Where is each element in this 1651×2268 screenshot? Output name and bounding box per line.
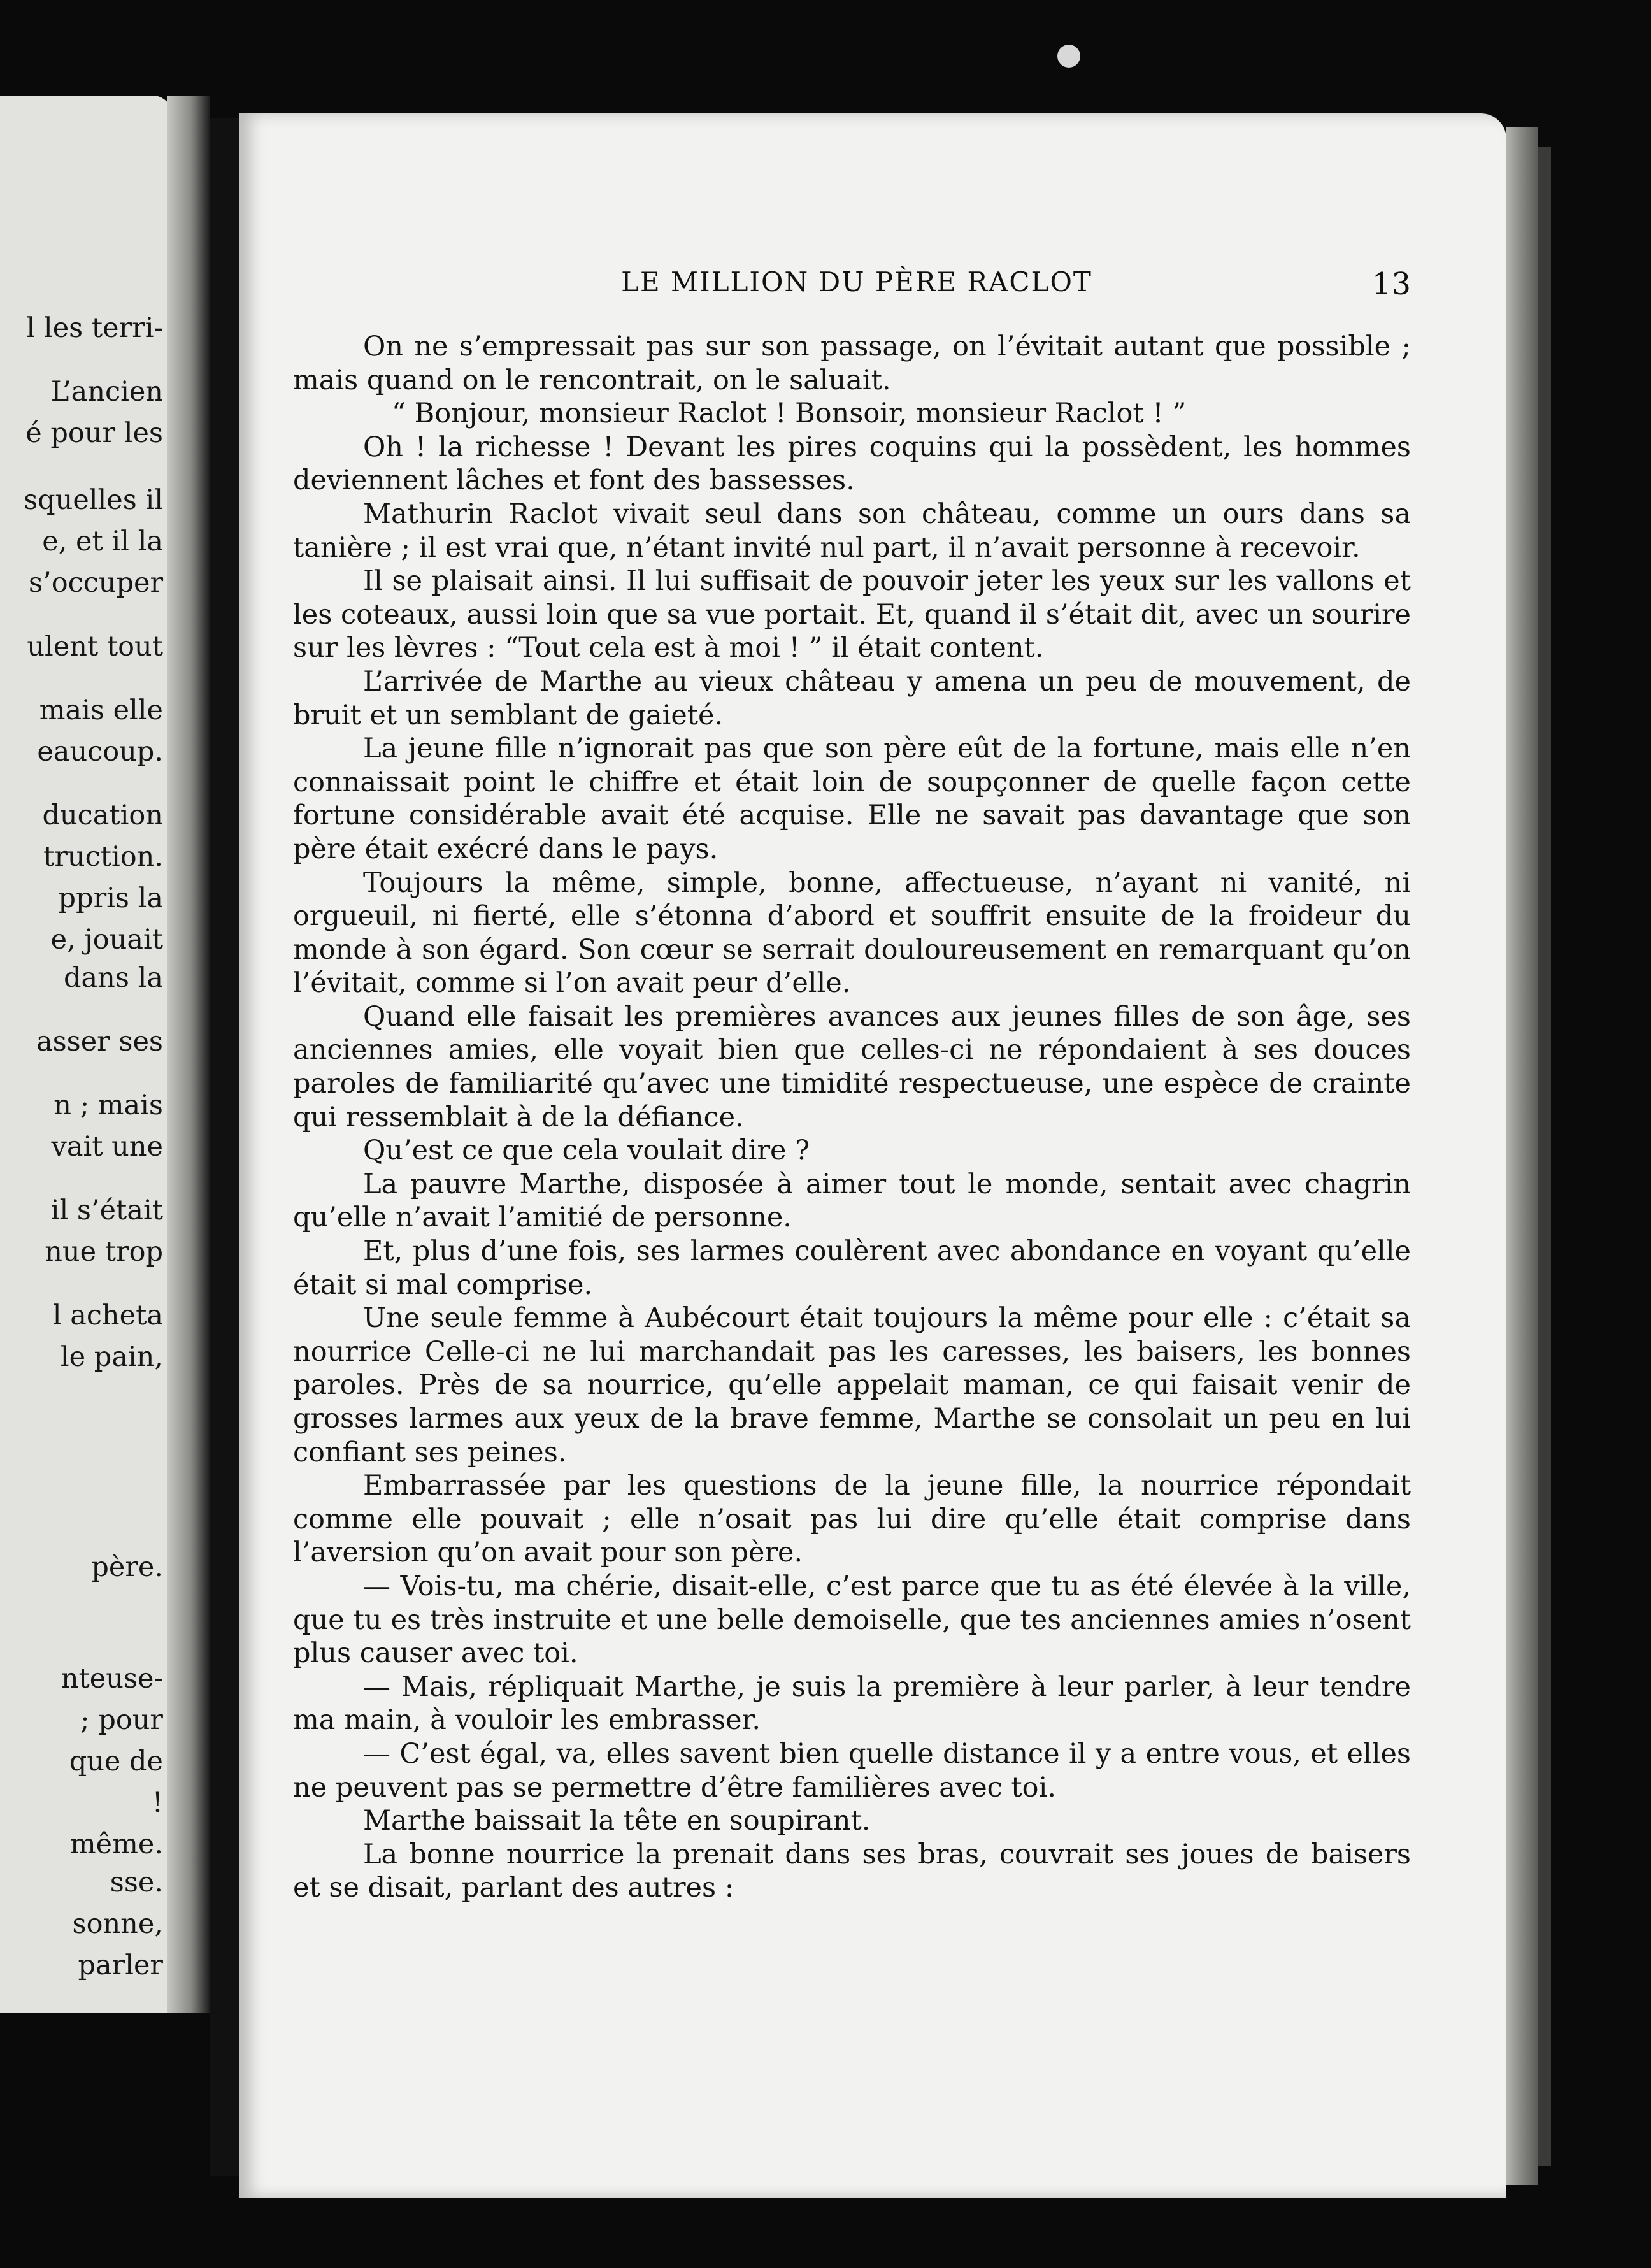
left-page-line: nteuse-	[61, 1663, 163, 1695]
left-page-line: dans la	[64, 962, 163, 994]
left-page-line: e, et il la	[42, 526, 163, 557]
running-title: LE MILLION DU PÈRE RACLOT	[621, 266, 1092, 298]
left-page-line: asser ses	[36, 1026, 163, 1058]
paragraph: Oh ! la richesse ! Devant les pires coquins qui la possèdent, les hommes deviennent lâches et font des bassesses.	[293, 431, 1411, 497]
book-spine	[210, 118, 241, 2176]
page-number: 13	[1371, 266, 1411, 302]
left-page-line: n ; mais	[54, 1089, 163, 1121]
paragraph: Embarrassée par les questions de la jeune fille, la nourrice répondait comme elle pouvait ; elle n’osait pas lui dire qu’elle était comprise dans l’aversion qu’on avait pour son père.	[293, 1470, 1411, 1569]
paragraph: Qu’est ce que cela voulait dire ?	[363, 1135, 810, 1167]
left-page-line: nue trop	[45, 1236, 163, 1268]
left-page	[0, 96, 172, 2013]
main-page	[239, 113, 1506, 2198]
left-page-line: sonne,	[72, 1908, 163, 1940]
left-page-line: é pour les	[25, 417, 163, 449]
body-text	[293, 330, 1411, 1905]
left-page-line: mais elle	[39, 694, 163, 726]
page-edge-shadow	[1538, 147, 1551, 2166]
left-page-line: l acheta	[52, 1300, 163, 1331]
left-page-line: père.	[91, 1551, 163, 1583]
left-page-line: ulent tout	[27, 631, 163, 663]
paragraph: — Mais, répliquait Marthe, je suis la première à leur parler, à leur tendre ma main, à vouloir les embrasser.	[293, 1670, 1411, 1737]
paragraph: “ Bonjour, monsieur Raclot ! Bonsoir, monsieur Raclot ! ”	[392, 398, 1187, 430]
paragraph: La bonne nourrice la prenait dans ses bras, couvrait ses joues de baisers et se disait, parlant des autres :	[293, 1838, 1411, 1904]
scan-speck	[1057, 45, 1080, 68]
left-page-line: il s’était	[50, 1195, 163, 1226]
page-header	[303, 266, 1411, 311]
left-page-line: ducation	[42, 800, 163, 831]
left-page-line: que de	[69, 1746, 163, 1777]
paragraph: Et, plus d’une fois, ses larmes coulèrent avec abondance en voyant qu’elle était si mal comprise.	[293, 1235, 1411, 1301]
paragraph: Toujours la même, simple, bonne, affectueuse, n’ayant ni vanité, ni orgueuil, ni fierté, elle s’étonna d’abord et souffrit ensuite de la froideur du monde à son égard. Son cœur se serrait douloureusement en remarquant qu’on l’évitait, comme si l’on avait peur d’elle.	[293, 866, 1411, 1000]
paragraph: Marthe baissait la tête en soupirant.	[363, 1805, 871, 1837]
left-page-line: L’ancien	[50, 376, 163, 408]
left-page-line: eaucoup.	[37, 736, 163, 768]
left-page-line: ppris la	[58, 882, 163, 914]
paragraph: La pauvre Marthe, disposée à aimer tout le monde, sentait avec chagrin qu’elle n’avait l’amitié de personne.	[293, 1168, 1411, 1234]
left-page-line: truction.	[43, 841, 163, 873]
left-page-line: ; pour	[80, 1704, 163, 1736]
left-page-line: vait une	[51, 1131, 163, 1163]
left-page-line: squelles il	[24, 484, 163, 516]
left-page-line: s’occuper	[28, 567, 163, 599]
left-page-line: même.	[69, 1828, 163, 1860]
left-page-line: le pain,	[60, 1341, 163, 1373]
paragraph: Il se plaisait ainsi. Il lui suffisait de pouvoir jeter les yeux sur les vallons et les coteaux, aussi loin que sa vue portait. Et, quand il s’était dit, avec un sourire sur les lèvres : “Tout cela est à moi ! ” il était content.	[293, 565, 1411, 664]
paragraph: L’arrivée de Marthe au vieux château y amena un peu de mouvement, de bruit et un semblant de gaieté.	[293, 665, 1411, 731]
left-page-line: sse.	[110, 1867, 163, 1898]
left-page-line: !	[152, 1787, 163, 1819]
left-page-gutter	[167, 96, 210, 2013]
paragraph: — C’est égal, va, elles savent bien quelle distance il y a entre vous, et elles ne peuvent pas se permettre d’être familières avec toi.	[293, 1737, 1411, 1804]
paragraph: — Vois-tu, ma chérie, disait-elle, c’est parce que tu as été élevée à la ville, que tu es très instruite et une belle demoiselle, que tes anciennes amies n’osent plus causer avec toi.	[293, 1570, 1411, 1670]
left-page-line: parler	[78, 1949, 163, 1981]
paragraph: On ne s’empressait pas sur son passage, on l’évitait autant que possible ; mais quand on le rencontrait, on le saluait.	[293, 331, 1411, 396]
left-page-line: e, jouait	[50, 924, 163, 956]
left-page-line: l les terri-	[26, 312, 163, 344]
paragraph: Quand elle faisait les premières avances aux jeunes filles de son âge, ses anciennes amies, elle voyait bien que celles-ci ne répondaient à ses douces paroles de familiarité qu’avec une timidité respectueuse, une espèce de crainte qui ressemblait à de la défiance.	[293, 1000, 1411, 1133]
paragraph: Mathurin Raclot vivait seul dans son château, comme un ours dans sa tanière ; il est vrai que, n’étant invité nul part, il n’avait personne à recevoir.	[293, 498, 1411, 564]
paragraph: Une seule femme à Aubécourt était toujours la même pour elle : c’était sa nourrice Celle-ci ne lui marchandait pas les caresses, les baisers, les bonnes paroles. Près de sa nourrice, qu’elle appelait maman, ce qui faisait venir de grosses larmes aux yeux de la brave femme, Marthe se consolait un peu en lui confiant ses peines.	[293, 1302, 1411, 1468]
page-edge	[1506, 127, 1538, 2185]
paragraph: La jeune fille n’ignorait pas que son père eût de la fortune, mais elle n’en connaissait point le chiffre et était loin de soupçonner de quelle façon cette fortune considérable avait été acquise. Elle ne savait pas davantage que son père était exécré dans le pays.	[293, 733, 1411, 865]
